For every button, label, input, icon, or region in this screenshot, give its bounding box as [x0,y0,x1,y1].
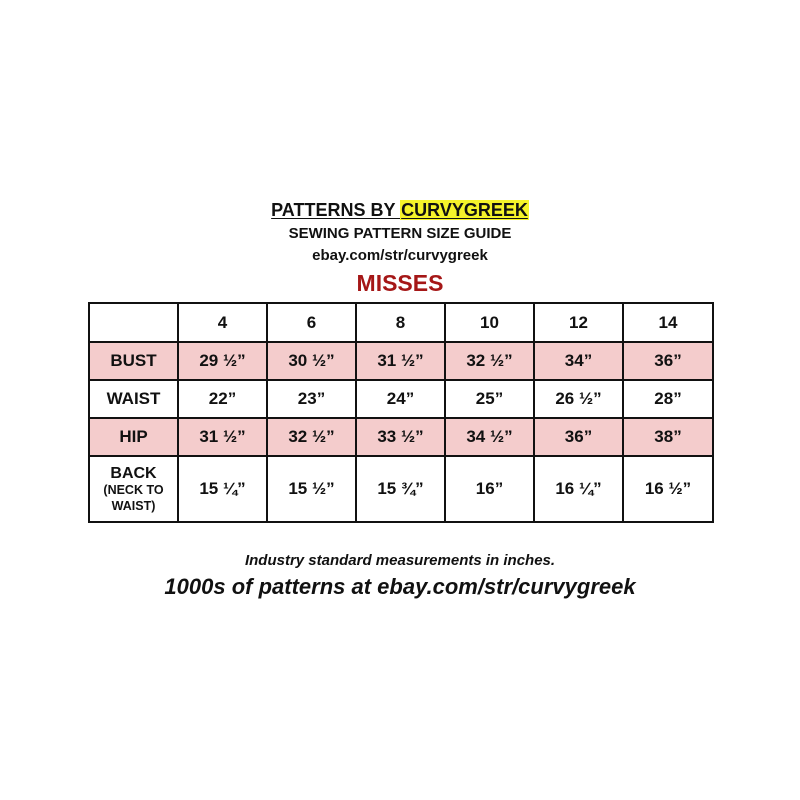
size-table [88,302,714,523]
measurement-cell: 26 ½” [534,380,623,418]
table-row-bust [89,342,713,380]
row-label-back-sub-1: (NECK TO [103,482,164,497]
table-row-waist [89,380,713,418]
size-header-row [89,303,713,342]
footer-cta: 1000s of patterns at ebay.com/str/curvygreek [164,574,636,599]
brand-prefix: PATTERNS BY [271,200,401,220]
size-header-cell: 6 [267,303,356,342]
size-header-cell: 10 [445,303,534,342]
measurement-cell: 16” [445,456,534,522]
measurement-cell: 32 ½” [445,342,534,380]
size-header-cell: 14 [623,303,713,342]
measurement-cell: 16 ¼” [534,456,623,522]
measurement-cell: 38” [623,418,713,456]
measurement-cell: 25” [445,380,534,418]
measurement-cell: 22” [178,380,267,418]
measurement-cell: 32 ½” [267,418,356,456]
row-label-back-main: BACK [110,464,157,482]
store-url: ebay.com/str/curvygreek [312,247,488,264]
measurement-cell: 36” [623,342,713,380]
size-header-cell: 4 [178,303,267,342]
size-header-cell: 12 [534,303,623,342]
footer-note: Industry standard measurements in inches. [244,552,556,569]
measurement-cell: 34” [534,342,623,380]
measurement-cell: 28” [623,380,713,418]
table-row-hip [89,418,713,456]
measurement-cell: 24” [356,380,445,418]
header [0,197,800,298]
measurement-cell: 30 ½” [267,342,356,380]
size-header-cell: 8 [356,303,445,342]
measurement-cell: 23” [267,380,356,418]
measurement-cell: 36” [534,418,623,456]
measurement-cell: 29 ½” [178,342,267,380]
measurement-cell: 34 ½” [445,418,534,456]
row-label-back-sub-2: WAIST) [111,498,156,513]
measurement-cell: 31 ½” [356,342,445,380]
brand-title [0,197,800,223]
subtitle: SEWING PATTERN SIZE GUIDE [288,225,512,242]
measurement-cell: 33 ½” [356,418,445,456]
row-label-bust: BUST [89,342,178,380]
table-row-back [89,456,713,522]
measurement-cell: 15 ½” [267,456,356,522]
row-label-hip: HIP [89,418,178,456]
brand-name-highlight: CURVYGREEK [401,200,528,220]
measurement-cell: 16 ½” [623,456,713,522]
measurement-cell: 15 ¾” [356,456,445,522]
measurement-cell: 31 ½” [178,418,267,456]
section-title: MISSES [356,270,444,296]
row-label-waist: WAIST [89,380,178,418]
corner-cell [89,303,178,342]
row-label-back [89,456,178,522]
measurement-cell: 15 ¼” [178,456,267,522]
